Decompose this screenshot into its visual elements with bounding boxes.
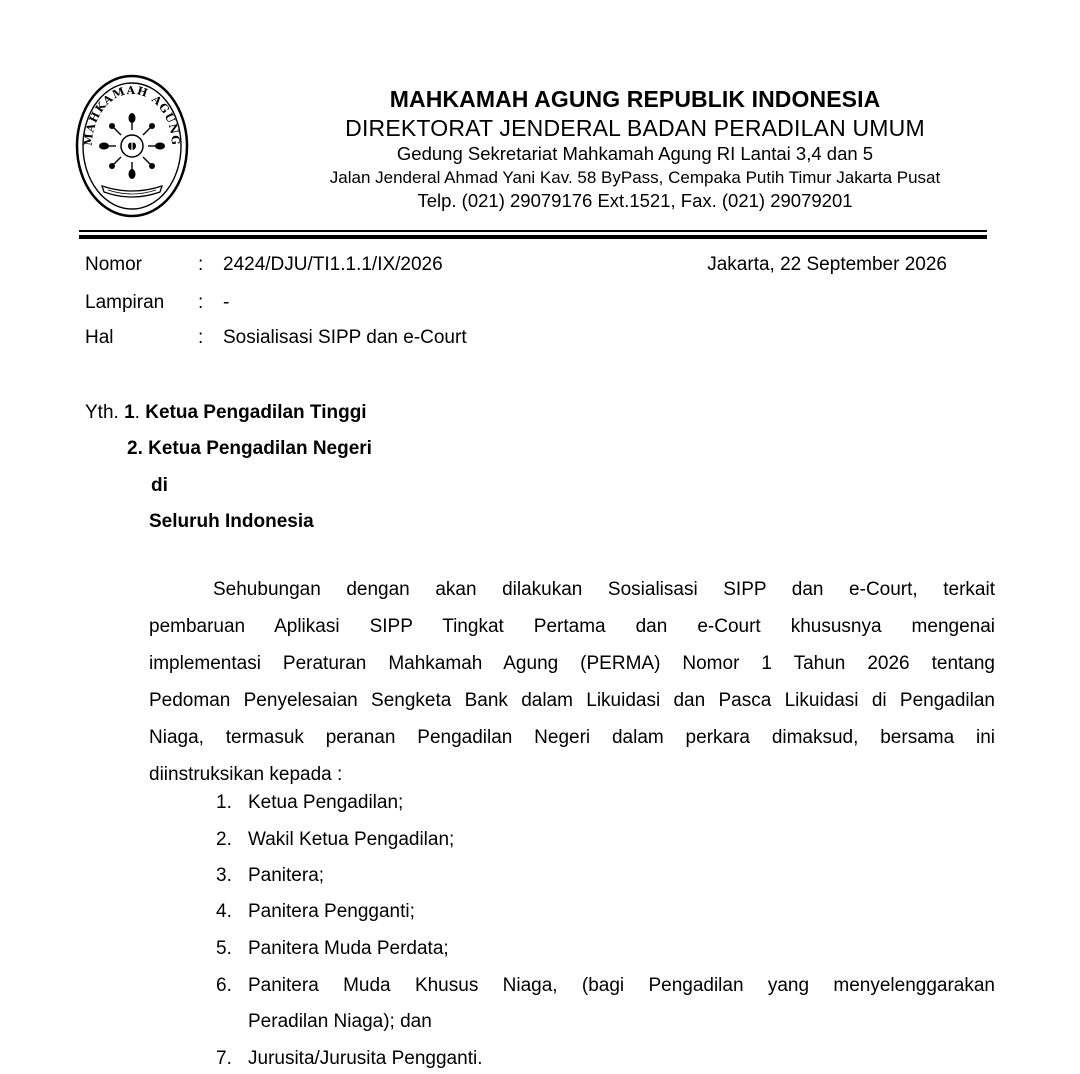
list-text (248, 974, 995, 998)
body-line: pembaruan Aplikasi SIPP Tingkat Pertama dan e-Court khususnya mengenai (149, 616, 995, 637)
list-text: Ketua Pengadilan; (248, 792, 404, 813)
letter-date: Jakarta, 22 September 2026 (707, 254, 947, 275)
directorate-name: DIREKTORAT JENDERAL BADAN PERADILAN UMUM (345, 115, 925, 141)
list-text: Panitera Pengganti; (248, 901, 415, 922)
nomor-label: Nomor (85, 254, 143, 275)
mahkamah-agung-seal-logo (74, 74, 190, 218)
list-number: 4. (216, 901, 232, 922)
list-number: 7. (216, 1048, 232, 1069)
street-address: Jalan Jenderal Ahmad Yani Kav. 58 ByPass, Cempaka Putih Timur Jakarta Pusat (329, 168, 941, 187)
lampiran-label: Lampiran (85, 292, 165, 313)
addressee-line-2: 2. Ketua Pengadilan Negeri (127, 438, 372, 459)
addressee-1-dot: . (134, 402, 140, 423)
phone-fax: Telp. (021) 29079176 Ext.1521, Fax. (021) 29079201 (417, 190, 853, 211)
body-line: Sehubungan dengan akan dilakukan Sosialisasi SIPP dan e-Court, terkait (213, 579, 995, 600)
yth-label: Yth. (85, 402, 119, 423)
list-number: 5. (216, 938, 232, 959)
hal-value: Sosialisasi SIPP dan e-Court (223, 327, 467, 348)
list-number: 1. (216, 792, 232, 813)
list-number: 2. (216, 829, 232, 850)
body-line: diinstruksikan kepada : (149, 764, 343, 785)
body-line: implementasi Peraturan Mahkamah Agung (PERMA) Nomor 1 Tahun 2026 tentang (149, 653, 995, 674)
list-text: Wakil Ketua Pengadilan; (248, 829, 455, 850)
list-text-line: Panitera Muda Khusus Niaga, (bagi Pengadilan yang menyelenggarakan (248, 975, 995, 996)
lampiran-value: - (223, 292, 230, 313)
letterhead-divider-thick (79, 235, 987, 239)
hal-colon: : (198, 327, 204, 348)
nomor-colon: : (198, 254, 204, 275)
institution-name: MAHKAMAH AGUNG REPUBLIK INDONESIA (389, 86, 881, 112)
letterhead-divider-thin (79, 230, 987, 232)
addressee-di: di (151, 475, 168, 496)
list-number: 6. (216, 975, 232, 996)
body-line: Pedoman Penyelesaian Sengketa Bank dalam Likuidasi dan Pasca Likuidasi di Pengadilan (149, 690, 995, 711)
addressee-1-number: 1 (124, 402, 135, 423)
list-text: Panitera Muda Perdata; (248, 938, 449, 959)
list-text: Panitera; (248, 865, 325, 886)
addressee-place: Seluruh Indonesia (149, 511, 314, 532)
body-line: Niaga, termasuk peranan Pengadilan Negeri dalam perkara dimaksud, bersama ini (149, 727, 995, 748)
list-number: 3. (216, 865, 232, 886)
addressee-line-1 (85, 401, 367, 425)
list-text: Jurusita/Jurusita Pengganti. (248, 1048, 483, 1069)
addressee-1-text: Ketua Pengadilan Tinggi (145, 402, 367, 423)
nomor-value: 2424/DJU/TI1.1.1/IX/2026 (223, 254, 443, 275)
building-address: Gedung Sekretariat Mahkamah Agung RI Lantai 3,4 dan 5 (396, 143, 874, 164)
hal-label: Hal (85, 327, 114, 348)
list-text-line: Peradilan Niaga); dan (248, 1011, 432, 1032)
body-paragraph (149, 571, 995, 793)
svg-text:MAHKAMAH AGUNG: MAHKAMAH AGUNG (81, 83, 183, 147)
lampiran-colon: : (198, 292, 204, 313)
